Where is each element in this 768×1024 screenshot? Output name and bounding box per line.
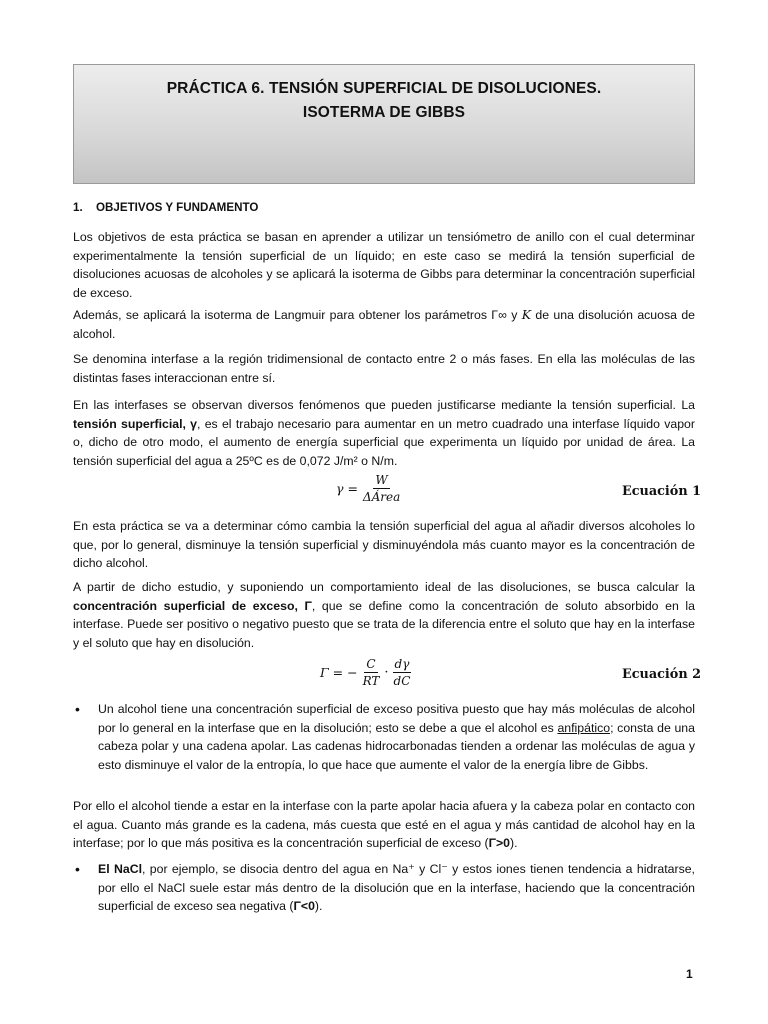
bullet-item-alcohol bbox=[73, 700, 695, 774]
equation-2-denominator-1: RT bbox=[362, 674, 380, 688]
equation-2-fraction-2 bbox=[392, 656, 413, 689]
equation-2-dot: · bbox=[384, 665, 389, 680]
paragraph-langmuir bbox=[73, 306, 695, 343]
paragraph-concentracion-bold: concentración superficial de exceso, Γ bbox=[73, 598, 312, 613]
paragraph-objectives: Los objetivos de esta práctica se basan en aprender a utilizar un tensiómetro de anillo con el cual determinar experimentalmente la tensión superficial de un líquido; en este caso se medirá la tensión superficial de disoluciones acuosas de alcoholes y se aplicará la isoterma de Gibbs para determinar la concentración superficial de exceso. bbox=[73, 230, 695, 300]
paragraph-concentracion bbox=[73, 578, 695, 652]
page-number: 1 bbox=[686, 967, 693, 981]
title-box bbox=[73, 64, 695, 184]
equation-2-numerator-1: C bbox=[366, 657, 376, 671]
bullet-nacl-a: , por ejemplo, se disocia dentro del agua en Na⁺ y Cl⁻ y estos iones tienen tendencia a hidratarse, por ello el NaCl suele estar más dentro de la disolución que en la interfase, haciendo que la concentración superficial de exceso sea negativa ( bbox=[98, 862, 695, 914]
bullet-nacl-text bbox=[98, 860, 695, 916]
equation-1 bbox=[336, 472, 405, 505]
equation-2-numerator-2: dγ bbox=[394, 657, 410, 671]
document-title-line-1: PRÁCTICA 6. TENSIÓN SUPERFICIAL DE DISOLUCIONES. bbox=[166, 80, 602, 97]
equation-2 bbox=[320, 656, 415, 689]
paragraph-interfase-alcohol-text: Por ello el alcohol tiende a estar en la interfase con la parte apolar hacia afuera y la cabeza polar en contacto con el agua. Cuanto más grande es la cadena, más cuesta que esté en el agua y más cantidad de alcohol hay en la interfase; por lo que más positiva es la concentración superficial de exceso ( bbox=[73, 799, 695, 851]
equation-2-label: Ecuación 2 bbox=[622, 667, 701, 682]
bullet-marker: • bbox=[75, 701, 80, 717]
equation-1-fraction bbox=[361, 472, 402, 505]
bullet-nacl-gamma: Γ<0 bbox=[293, 899, 315, 914]
document-title-line-2: ISOTERMA DE GIBBS bbox=[302, 104, 466, 121]
section-heading bbox=[73, 201, 258, 214]
paragraph-concentracion-b: , que se define como la concentración de soluto absorbido en la interfase. Puede ser positivo o negativo puesto que se trata de la diferencia entre el soluto que hay en la interfase y el soluto que hay en disolución. bbox=[73, 598, 695, 650]
langmuir-k-symbol: K bbox=[521, 307, 532, 322]
paragraph-tension bbox=[73, 396, 695, 470]
equation-1-numerator: W bbox=[375, 473, 388, 487]
paragraph-interfase-alcohol bbox=[73, 797, 695, 853]
section-title: OBJETIVOS Y FUNDAMENTO bbox=[96, 201, 259, 214]
bullet-alcohol-a: Un alcohol tiene una concentración superficial de exceso positiva puesto que hay más moléculas de alcohol por lo general en la interfase que en la disolución; esto se debe a que el alcohol es bbox=[98, 702, 695, 735]
section-number: 1. bbox=[73, 201, 83, 214]
equation-1-label: Ecuación 1 bbox=[622, 484, 701, 499]
bullet-marker: • bbox=[75, 861, 80, 877]
bullet-alcohol-underlined: anfipático; bbox=[557, 720, 614, 735]
bullet-nacl-bold: El NaCl bbox=[98, 862, 142, 876]
equation-1-lhs: γ = bbox=[336, 481, 358, 496]
equation-2-fraction-1 bbox=[361, 656, 382, 689]
bullet-alcohol-text bbox=[98, 700, 695, 774]
paragraph-concentracion-a: A partir de dicho estudio, y suponiendo un comportamiento ideal de las disoluciones, se busca calcular la bbox=[73, 580, 695, 594]
paragraph-interfase-alcohol-end: ). bbox=[510, 836, 518, 851]
equation-1-denominator: ΔÁrea bbox=[362, 490, 401, 504]
paragraph-tension-bold: tensión superficial, γ bbox=[73, 416, 198, 431]
bullet-nacl-end: ). bbox=[314, 899, 323, 914]
paragraph-tension-b: , es el trabajo necesario para aumentar en un metro cuadrado una interfase líquido vapor o, dicho de otro modo, el aumento de energía superficial que experimenta un líquido por unidad de área. La tensión superficial del agua a 25ºC es de 0,072 J/m² o N/m. bbox=[73, 416, 695, 468]
paragraph-interfase-alcohol-bold: Γ>0 bbox=[488, 836, 511, 851]
paragraph-langmuir-b: de una disolución acuosa de alcohol. bbox=[73, 308, 696, 341]
paragraph-interfase: Se denomina interfase a la región tridimensional de contacto entre 2 o más fases. En ella las moléculas de las distintas fases interaccionan entre sí. bbox=[73, 352, 695, 385]
bullet-alcohol-b: consta de una cabeza polar y una cadena apolar. Las cadenas hidrocarbonadas tienden a ordenar las moléculas de agua y esto disminuye el valor de la entropía, lo que hace que aumente el valor de la energía libre de Gibbs. bbox=[98, 720, 695, 772]
paragraph-tension-a: En las interfases se observan diversos fenómenos que pueden justificarse mediante la tensión superficial. La bbox=[73, 398, 695, 412]
bullet-item-nacl bbox=[73, 860, 695, 916]
paragraph-langmuir-a: Además, se aplicará la isoterma de Langmuir para obtener los parámetros Γ∞ y bbox=[73, 308, 522, 322]
equation-2-denominator-2: dC bbox=[393, 674, 411, 688]
paragraph-alcoholes: En esta práctica se va a determinar cómo cambia la tensión superficial del agua al añadir diversos alcoholes lo que, por lo general, disminuye la tensión superficial y disminuyéndola más cuanto mayor es la concentración de dicho alcohol. bbox=[73, 519, 695, 571]
equation-2-lhs: Γ = − bbox=[320, 665, 358, 680]
